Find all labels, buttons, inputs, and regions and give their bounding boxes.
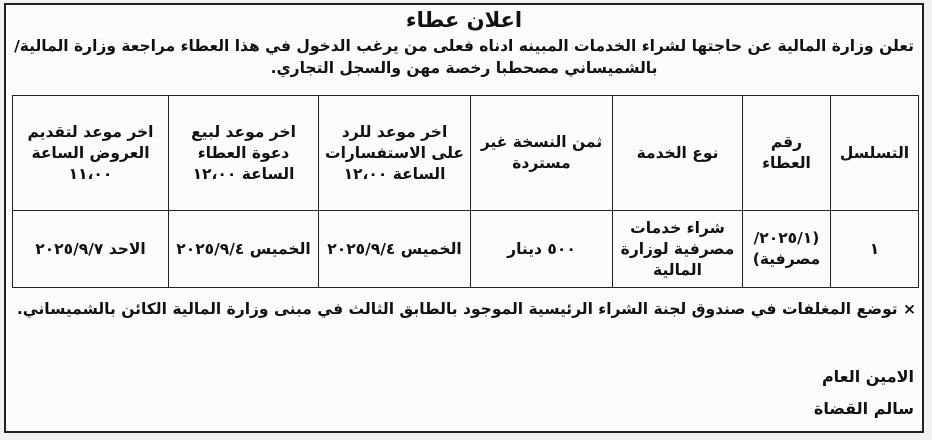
envelope-note: × توضع المغلفات في صندوق لجنة الشراء الرئيسية الموجود بالطابق الثالث في مبنى وزارة المالية الكائن بالشميساني. bbox=[16, 300, 916, 318]
signatory-role: الامين العام bbox=[821, 367, 914, 386]
tender-table bbox=[12, 95, 919, 288]
cell-serial: ١ bbox=[831, 211, 919, 288]
header-sale-deadline: اخر موعد لبيع دعوة العطاء الساعة ١٢،٠٠ bbox=[169, 96, 319, 211]
announcement-intro: تعلن وزارة المالية عن حاجتها لشراء الخدمات المبينه ادناه فعلى من يرغب الدخول في هذا العطاء مراجعة وزارة المالية/بالشميساني مصحطبا رخصة مهن والسجل التجاري. bbox=[14, 37, 914, 77]
announcement-title: اعلان عطاء bbox=[405, 8, 523, 32]
header-submission-deadline: اخر موعد لتقديم العروض الساعة ١١،٠٠ bbox=[13, 96, 169, 211]
header-service-type: نوع الخدمة bbox=[613, 96, 743, 211]
header-tender-number: رقم العطاء bbox=[743, 96, 831, 211]
cell-service: شراء خدمات مصرفية لوزارة المالية bbox=[613, 211, 743, 288]
cell-submission-deadline: الاحد ٢٠٢٥/٩/٧ bbox=[13, 211, 169, 288]
cell-tender-number: (٢٠٢٥/١/ مصرفية) bbox=[743, 211, 831, 288]
table-header-row bbox=[13, 96, 919, 211]
cell-sale-deadline: الخميس ٢٠٢٥/٩/٤ bbox=[169, 211, 319, 288]
table-row bbox=[13, 211, 919, 288]
header-serial: التسلسل bbox=[831, 96, 919, 211]
header-copy-price: ثمن النسخة غير مستردة bbox=[471, 96, 613, 211]
signatory-name: سالم القضاة bbox=[813, 399, 914, 418]
header-inquiry-deadline: اخر موعد للرد على الاستفسارات الساعة ١٢،٠٠ bbox=[319, 96, 471, 211]
cell-inquiry-deadline: الخميس ٢٠٢٥/٩/٤ bbox=[319, 211, 471, 288]
tender-announcement bbox=[4, 3, 924, 433]
cell-price: ٥٠٠ دينار bbox=[471, 211, 613, 288]
